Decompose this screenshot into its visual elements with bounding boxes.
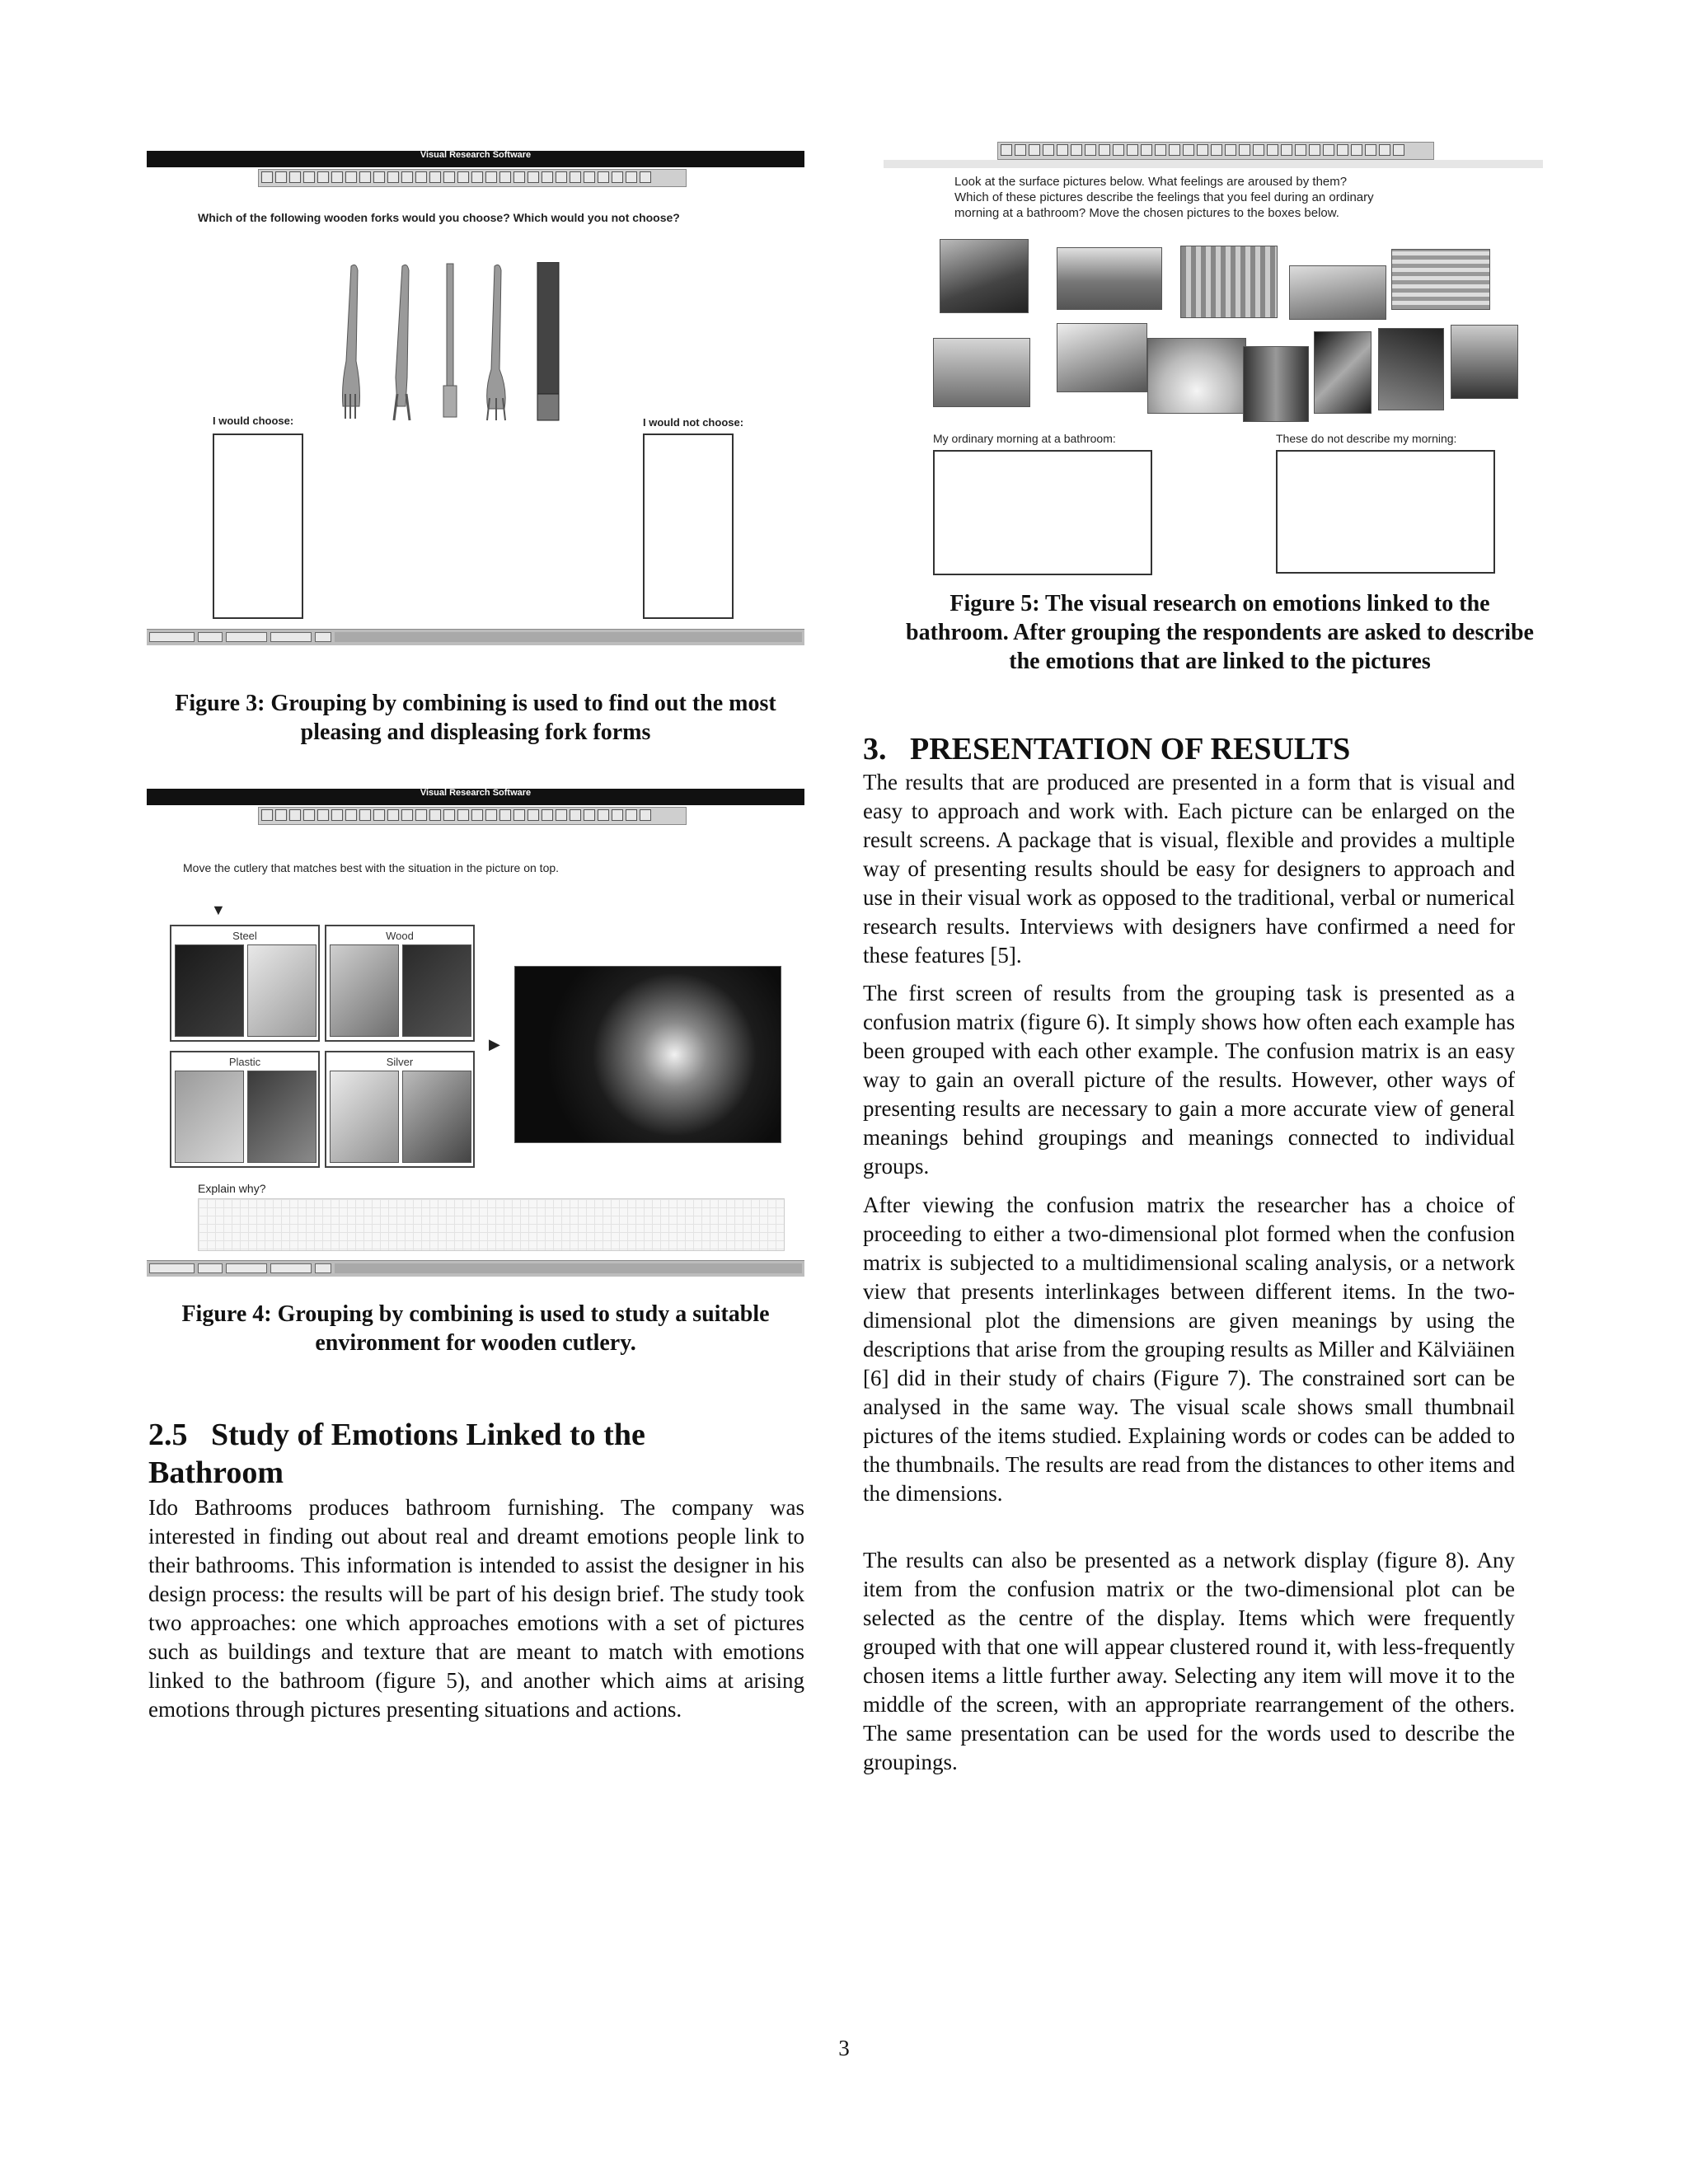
window-titlebar xyxy=(147,789,804,805)
prompt-line-1: Look at the surface pictures below. What feelings are aroused by them? xyxy=(954,175,1348,189)
fork-4[interactable] xyxy=(487,265,505,420)
section-2-5-heading: 2.5 Study of Emotions Linked to the Bathroom xyxy=(148,1418,654,1490)
box-right-label: These do not describe my morning: xyxy=(1276,432,1457,445)
prompt-line-2: Which of these pictures describe the feelings that you feel during an ordinary xyxy=(954,190,1374,204)
fork-3[interactable] xyxy=(443,264,457,417)
tile-label: Wood xyxy=(386,930,414,942)
window-title: Visual Research Software xyxy=(420,788,532,798)
picture-thumbnail[interactable] xyxy=(933,338,1030,407)
section-3-heading: 3. PRESENTATION OF RESULTS xyxy=(863,732,1351,766)
not-choose-label: I would not choose: xyxy=(643,416,744,429)
status-bar xyxy=(147,629,804,645)
toolbar[interactable] xyxy=(258,169,687,187)
box-left-label: My ordinary morning at a bathroom: xyxy=(933,432,1116,445)
right-arrow-icon: ▶ xyxy=(489,1036,500,1052)
section-3-paragraph-1: The results that are produced are presented in a form that is visual and easy to approach and work with. Each picture can be enlarged on the result screens. A package that is visual, flexible and provides a multiple way of presenting results should be easy for designers to approach and use in their visual work as opposed to the traditional, verbal or numerical research results. Interviews with designers have confirmed a need for these features [5]. xyxy=(863,770,1515,968)
section-2-5-paragraph: Ido Bathrooms produces bathroom furnishing. The company was interested in finding out about real and dreamt emotions people link to their bathrooms. This information is intended to assist the designer in his design process: the results will be part of his design brief. The study took two approaches: one which approaches emotions with a set of pictures such as buildings and texture that are meant to match with emotions linked to the bathroom (figure 5), and another which aims at arising emotions through pictures presenting situations and actions. xyxy=(148,1495,804,1722)
explain-textarea[interactable] xyxy=(198,1198,785,1251)
fork-1[interactable] xyxy=(343,265,360,419)
page-number: 3 xyxy=(838,2036,850,2060)
figure-4-caption: Figure 4: Grouping by combining is used to study a suitable environment for wooden cutlery. xyxy=(181,1301,770,1356)
window-titlebar xyxy=(147,151,804,167)
tile-label: Silver xyxy=(386,1056,414,1068)
figure-4-screenshot xyxy=(147,789,804,1277)
choose-drop-box[interactable] xyxy=(213,434,303,619)
toolbar[interactable] xyxy=(997,142,1434,160)
picture-thumbnail[interactable] xyxy=(1314,331,1372,414)
section-3-paragraph-2: The first screen of results from the grouping task is presented as a confusion matrix (figure 6). It simply shows how often each example has been grouped with each other example. The confusion matrix is an easy way to gain an overall picture of the results. However, other ways of presenting results are necessary to gain a more accurate view of general meanings behind groupings and meanings connected to individual groups. xyxy=(863,981,1515,1179)
tile-steel[interactable] xyxy=(170,925,320,1042)
fork-images[interactable] xyxy=(336,262,584,423)
status-bar xyxy=(147,1260,804,1277)
picture-thumbnail[interactable] xyxy=(1391,249,1490,310)
picture-thumbnail[interactable] xyxy=(1147,338,1246,414)
toolbar[interactable] xyxy=(258,807,687,825)
picture-thumbnail[interactable] xyxy=(1057,247,1162,310)
section-3-paragraph-3: After viewing the confusion matrix the researcher has a choice of proceeding to either a two-dimensional plot formed when the confusion matrix is subjected to a multidimensional scaling analysis, or a network view that presents interlinkages between different items. In the two-dimensional plot the dimensions are given meanings by using the descriptions that arise from the grouping results as Miller and Kälviäinen [6] did in their study of chairs (Figure 7). The constrained sort can be analysed in the same way. The visual scale shows small thumbnail pictures of the items studied. Explaining words or codes can be added to the thumbnails. The results are read from the distances to other items and the dimensions. xyxy=(863,1193,1515,1506)
tile-label: Steel xyxy=(232,930,257,942)
not-my-morning-drop-box[interactable] xyxy=(1276,450,1495,574)
tile-silver[interactable] xyxy=(325,1051,475,1168)
campfire-scene-image xyxy=(514,966,781,1143)
picture-thumbnail[interactable] xyxy=(1243,346,1309,422)
picture-thumbnail[interactable] xyxy=(1180,246,1278,318)
fork-2[interactable] xyxy=(394,265,410,420)
picture-thumbnail[interactable] xyxy=(940,239,1029,313)
figure-5-caption: Figure 5: The visual research on emotions linked to the bathroom. After grouping the respondents are asked to describe the emotions that are linked to the pictures xyxy=(906,591,1534,674)
tile-plastic[interactable] xyxy=(170,1051,320,1168)
down-arrow-icon: ▼ xyxy=(211,902,226,918)
figure-5-screenshot xyxy=(884,142,1543,587)
window-title: Visual Research Software xyxy=(420,150,532,160)
picture-thumbnail[interactable] xyxy=(1057,323,1147,392)
tile-wood[interactable] xyxy=(325,925,475,1042)
choose-label: I would choose: xyxy=(213,415,294,427)
figure-3-caption: Figure 3: Grouping by combining is used to find out the most pleasing and displeasing fork forms xyxy=(175,691,776,745)
not-choose-drop-box[interactable] xyxy=(643,434,734,619)
figure-3-screenshot xyxy=(147,151,804,645)
instruction-text: Move the cutlery that matches best with the situation in the picture on top. xyxy=(183,861,560,874)
tile-label: Plastic xyxy=(228,1056,261,1068)
fork-5[interactable] xyxy=(537,262,559,420)
prompt-line-3: morning at a bathroom? Move the chosen pictures to the boxes below. xyxy=(954,206,1339,220)
section-3-paragraph-4: The results can also be presented as a network display (figure 8). Any item from the confusion matrix or the two-dimensional plot can be selected as the centre of the display. Items which were frequently grouped with that one will appear clustered round it, with less-frequently chosen items a little further away. Selecting any item will move it to the middle of the screen, with an appropriate rearrangement of the others. The same presentation can be used for the words used to describe the groupings. xyxy=(863,1548,1515,1774)
picture-thumbnail[interactable] xyxy=(1451,325,1518,399)
question-text: Which of the following wooden forks would you choose? Which would you not choose? xyxy=(198,211,680,224)
my-morning-drop-box[interactable] xyxy=(933,450,1152,575)
picture-thumbnail[interactable] xyxy=(1378,328,1444,410)
picture-thumbnail[interactable] xyxy=(1289,265,1386,320)
explain-label: Explain why? xyxy=(198,1182,266,1195)
